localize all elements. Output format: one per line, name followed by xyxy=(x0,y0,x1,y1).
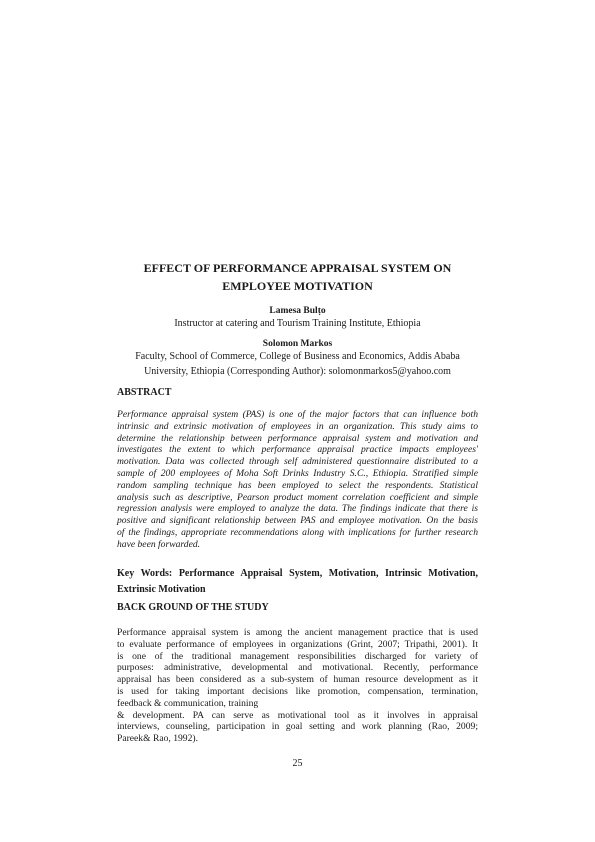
body-line: appraisal has been considered as a sub-system of human resource development as it xyxy=(117,674,478,686)
abstract-line: random sampling technique has been employed to select the respondents. Statistical xyxy=(117,479,478,491)
title-line-1: EFFECT OF PERFORMANCE APPRAISAL SYSTEM ON xyxy=(143,261,452,275)
author-2-affiliation-line-1: Faculty, School of Commerce, College of Business and Economics, Addis Ababa xyxy=(135,351,460,362)
body-line: interviews, counseling, participation in goal setting and work planning (Rao, 2009; xyxy=(117,721,478,733)
body-line: Performance appraisal system is among the ancient management practice that is used xyxy=(117,627,478,638)
body-line: is one of the traditional management responsibilities discharged for variety of xyxy=(117,650,478,662)
abstract-line: positive and significant relationship between PAS and employee motivation. On the basis xyxy=(117,515,478,527)
section-heading: BACK GROUND OF THE STUDY xyxy=(117,602,269,613)
title-line-2: EMPLOYEE MOTIVATION xyxy=(222,279,373,293)
author-2-affiliation xyxy=(100,350,495,379)
abstract-line: sample of 200 employees of Moha Soft Drinks Industry S.C., Ethiopia. Stratified simple xyxy=(117,467,478,479)
paper-title xyxy=(100,259,495,295)
abstract-line: determine the relationship between performance appraisal system and motivation and xyxy=(117,432,478,444)
abstract-line: investigates the extent to which performance appraisal practice impacts employees' xyxy=(117,444,478,456)
keywords-line-1: Key Words: Performance Appraisal System, Motivation, Intrinsic Motivation, xyxy=(117,568,478,579)
keywords xyxy=(117,566,478,597)
body-line: is used for taking important decisions like promotion, compensation, termination, xyxy=(117,685,478,697)
body-line: feedback & communication, training xyxy=(117,697,259,709)
author-1-affiliation: Instructor at catering and Tourism Training Institute, Ethiopia xyxy=(174,318,421,329)
abstract-line: Performance appraisal system (PAS) is one of the major factors that can influence both xyxy=(117,409,478,420)
abstract-line: analysis such as descriptive, Pearson product moment correlation coefficient and simple xyxy=(117,491,478,503)
keywords-line-2: Extrinsic Motivation xyxy=(117,583,206,595)
body-line: purposes: administrative, developmental and motivational. Recently, performance xyxy=(117,662,478,674)
abstract-heading: ABSTRACT xyxy=(117,387,172,398)
abstract-line: intrinsic and extrinsic motivation of employees in an organization. This study aims to xyxy=(117,420,478,432)
body-line: Pareek& Rao, 1992). xyxy=(117,733,198,745)
page-number: 25 xyxy=(292,758,303,769)
author-1-name: Lamesa Bulṭo xyxy=(269,306,326,316)
body-text xyxy=(117,627,478,745)
abstract-line: of the findings, appropriate recommendations along with implications for further research xyxy=(117,526,478,538)
abstract-line: motivation. Data was collected through self administered questionnaire distributed to a xyxy=(117,456,478,468)
abstract-line: regression analysis were employed to analyze the data. The findings indicate that there is xyxy=(117,503,478,515)
author-2-name: Solomon Markos xyxy=(262,339,333,349)
body-line: to evaluate performance of employees in organizations (Grint, 2007; Tripathi, 2001). It xyxy=(117,638,478,650)
author-2-affiliation-line-2: University, Ethiopia (Corresponding Author): solomonmarkos5@yahoo.com xyxy=(144,365,451,377)
body-line: & development. PA can serve as motivational tool as it involves in appraisal xyxy=(117,709,478,721)
abstract-text xyxy=(117,409,478,551)
abstract-line: have been forwarded. xyxy=(117,538,201,550)
